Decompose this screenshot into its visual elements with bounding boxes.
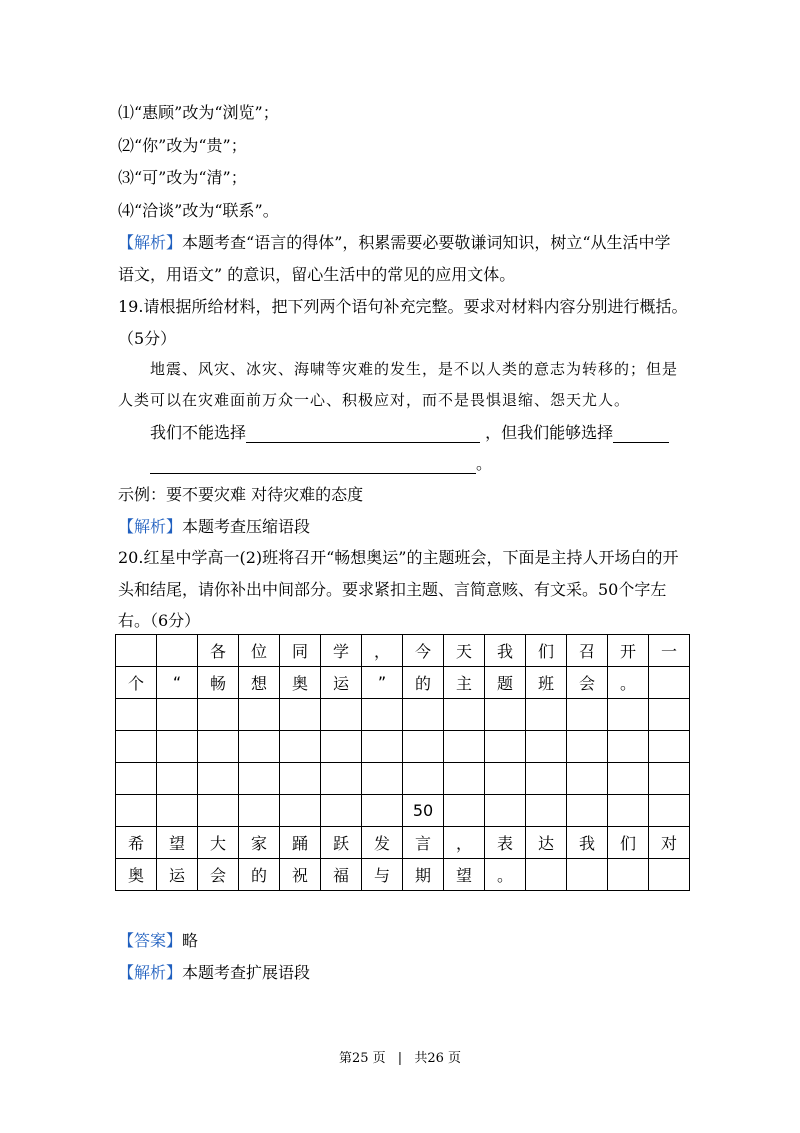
answer-tag: 【答案】: [118, 931, 183, 950]
grid-cell: [485, 699, 526, 731]
grid-cell: [116, 795, 157, 827]
grid-row: [116, 731, 690, 763]
grid-cell: 跃: [321, 827, 362, 859]
grid-cell: [485, 763, 526, 795]
grid-cell: 奥: [280, 667, 321, 699]
grid-cell: [608, 731, 649, 763]
grid-cell: 们: [608, 827, 649, 859]
grid-cell: [280, 699, 321, 731]
grid-cell: [157, 635, 198, 667]
grid-cell: 个: [116, 667, 157, 699]
grid-cell: [444, 699, 485, 731]
grid-cell: 畅: [198, 667, 239, 699]
grid-cell: [362, 731, 403, 763]
grid-cell: 们: [526, 635, 567, 667]
grid-cell: [157, 795, 198, 827]
analysis-tag: 【解析】: [118, 517, 183, 536]
grid-cell: [485, 795, 526, 827]
question-20-line-2: 头和结尾，请你补出中间部分。要求紧扣主题、言简意赅、有文采。50个字左: [118, 580, 667, 599]
page-total: 共26 页: [414, 1051, 462, 1066]
grid-cell: [116, 731, 157, 763]
grid-cell: [321, 763, 362, 795]
grid-cell: [649, 859, 690, 891]
analysis-20: [118, 963, 310, 983]
grid-cell: 。: [608, 667, 649, 699]
grid-cell: [157, 731, 198, 763]
grid-cell: 50: [403, 795, 444, 827]
grid-row: [116, 859, 690, 891]
grid-cell: 对: [649, 827, 690, 859]
grid-cell: [567, 731, 608, 763]
grid-cell: 天: [444, 635, 485, 667]
grid-cell: 开: [608, 635, 649, 667]
grid-cell: [608, 699, 649, 731]
fill-sentence: [150, 423, 669, 443]
grid-cell: 的: [403, 667, 444, 699]
grid-cell: 希: [116, 827, 157, 859]
grid-cell: 想: [239, 667, 280, 699]
analysis-18-cont: 语文，用语文” 的意识，留心生活中的常见的应用文体。: [118, 265, 516, 284]
example-answer: 示例：要不要灾难 对待灾难的态度: [118, 485, 364, 504]
blank-2[interactable]: [613, 426, 669, 443]
grid-cell: [280, 795, 321, 827]
grid-cell: [567, 763, 608, 795]
grid-cell: ，: [362, 635, 403, 667]
grid-cell: [321, 731, 362, 763]
grid-cell: [198, 699, 239, 731]
grid-row: [116, 795, 690, 827]
material-line-2: 人类可以在灾难面前万众一心、积极应对，而不是畏惧退缩、怨天尤人。: [118, 391, 631, 409]
analysis-19: [118, 517, 310, 537]
grid-cell: [608, 763, 649, 795]
grid-cell: [321, 699, 362, 731]
grid-cell: [116, 635, 157, 667]
grid-cell: 表: [485, 827, 526, 859]
grid-cell: [649, 699, 690, 731]
grid-cell: 望: [444, 859, 485, 891]
answer-item-2: ⑵“你”改为“贵”；: [118, 136, 247, 155]
grid-cell: [649, 667, 690, 699]
answer-text: 略: [182, 931, 199, 950]
analysis-text: 本题考查扩展语段: [182, 963, 311, 982]
grid-cell: [116, 763, 157, 795]
question-19-title: 19.请根据所给材料，把下列两个语句补充完整。要求对材料内容分别进行概括。: [118, 297, 688, 316]
answer-20: [118, 931, 198, 951]
grid-cell: [444, 731, 485, 763]
blank-1[interactable]: [246, 426, 480, 443]
grid-cell: [403, 731, 444, 763]
grid-cell: 踊: [280, 827, 321, 859]
fill-sentence-cont: [150, 454, 492, 474]
grid-cell: [116, 699, 157, 731]
grid-cell: 我: [485, 635, 526, 667]
question-20-line-3: 右。（6分）: [118, 611, 201, 630]
writing-grid: [115, 634, 690, 891]
prompt-b: ，但我们能够选择: [485, 423, 614, 442]
grid-cell: [526, 763, 567, 795]
grid-cell: [526, 731, 567, 763]
grid-cell: [444, 763, 485, 795]
grid-cell: 。: [485, 859, 526, 891]
grid-cell: [649, 795, 690, 827]
grid-cell: [567, 859, 608, 891]
grid-cell: [403, 763, 444, 795]
grid-cell: [403, 699, 444, 731]
page-footer: [0, 1047, 800, 1066]
grid-cell: [485, 731, 526, 763]
grid-cell: 同: [280, 635, 321, 667]
footer-separator: |: [397, 1051, 403, 1066]
material-line-1: 地震、风灾、冰灾、海啸等灾难的发生，是不以人类的意志为转移的；但是: [150, 360, 679, 378]
analysis-tag: 【解析】: [118, 963, 183, 982]
grid-cell: [608, 795, 649, 827]
grid-cell: 家: [239, 827, 280, 859]
grid-cell: 一: [649, 635, 690, 667]
grid-row: [116, 635, 690, 667]
grid-cell: 班: [526, 667, 567, 699]
grid-cell: [280, 763, 321, 795]
grid-cell: 发: [362, 827, 403, 859]
grid-cell: [198, 795, 239, 827]
grid-cell: 主: [444, 667, 485, 699]
grid-cell: 福: [321, 859, 362, 891]
grid-cell: [567, 795, 608, 827]
grid-cell: [198, 731, 239, 763]
grid-cell: [157, 763, 198, 795]
grid-cell: 各: [198, 635, 239, 667]
grid-cell: [362, 795, 403, 827]
grid-cell: [321, 795, 362, 827]
grid-cell: 会: [567, 667, 608, 699]
grid-cell: [239, 763, 280, 795]
grid-row: [116, 827, 690, 859]
grid-cell: 我: [567, 827, 608, 859]
grid-row: [116, 667, 690, 699]
question-20-line-1: 20.红星中学高一(2)班将召开“畅想奥运”的主题班会，下面是主持人开场白的开: [118, 548, 679, 567]
end-mark: 。: [476, 454, 493, 473]
page-number: 第25 页: [338, 1051, 386, 1066]
analysis-text: 本题考查压缩语段: [182, 517, 311, 536]
grid-cell: ，: [444, 827, 485, 859]
grid-cell: 奥: [116, 859, 157, 891]
grid-cell: [239, 731, 280, 763]
grid-cell: 期: [403, 859, 444, 891]
grid-cell: 与: [362, 859, 403, 891]
grid-cell: [649, 731, 690, 763]
grid-cell: 召: [567, 635, 608, 667]
grid-cell: [608, 859, 649, 891]
grid-cell: [526, 859, 567, 891]
grid-cell: 会: [198, 859, 239, 891]
grid-cell: 言: [403, 827, 444, 859]
grid-cell: 位: [239, 635, 280, 667]
grid-cell: [444, 795, 485, 827]
grid-cell: [198, 763, 239, 795]
grid-cell: [280, 731, 321, 763]
prompt-a: 我们不能选择: [150, 423, 247, 442]
grid-cell: [157, 699, 198, 731]
grid-cell: [649, 763, 690, 795]
grid-cell: [239, 699, 280, 731]
question-19-score: （5分）: [118, 329, 177, 348]
analysis-18: [118, 233, 671, 253]
grid-cell: 今: [403, 635, 444, 667]
grid-cell: “: [157, 667, 198, 699]
grid-cell: 祝: [280, 859, 321, 891]
grid-cell: [362, 763, 403, 795]
grid-cell: 的: [239, 859, 280, 891]
answer-item-4: ⑷“洽谈”改为“联系”。: [118, 201, 279, 220]
grid-cell: 运: [157, 859, 198, 891]
grid-cell: ”: [362, 667, 403, 699]
grid-cell: 学: [321, 635, 362, 667]
grid-cell: 达: [526, 827, 567, 859]
grid-cell: 大: [198, 827, 239, 859]
answer-item-3: ⑶“可”改为“清”；: [118, 168, 247, 187]
grid-cell: 题: [485, 667, 526, 699]
grid-cell: 望: [157, 827, 198, 859]
grid-row: [116, 763, 690, 795]
grid-cell: 运: [321, 667, 362, 699]
analysis-tag: 【解析】: [118, 233, 183, 252]
grid-cell: [239, 795, 280, 827]
grid-cell: [362, 699, 403, 731]
grid-cell: [567, 699, 608, 731]
analysis-text: 本题考查“语言的得体”，积累需要必要敬谦词知识，树立“从生活中学: [182, 233, 671, 252]
answer-item-1: ⑴“惠顾”改为“浏览”；: [118, 103, 279, 122]
grid-row: [116, 699, 690, 731]
blank-2-cont[interactable]: [150, 457, 476, 474]
grid-cell: [526, 699, 567, 731]
grid-cell: [526, 795, 567, 827]
